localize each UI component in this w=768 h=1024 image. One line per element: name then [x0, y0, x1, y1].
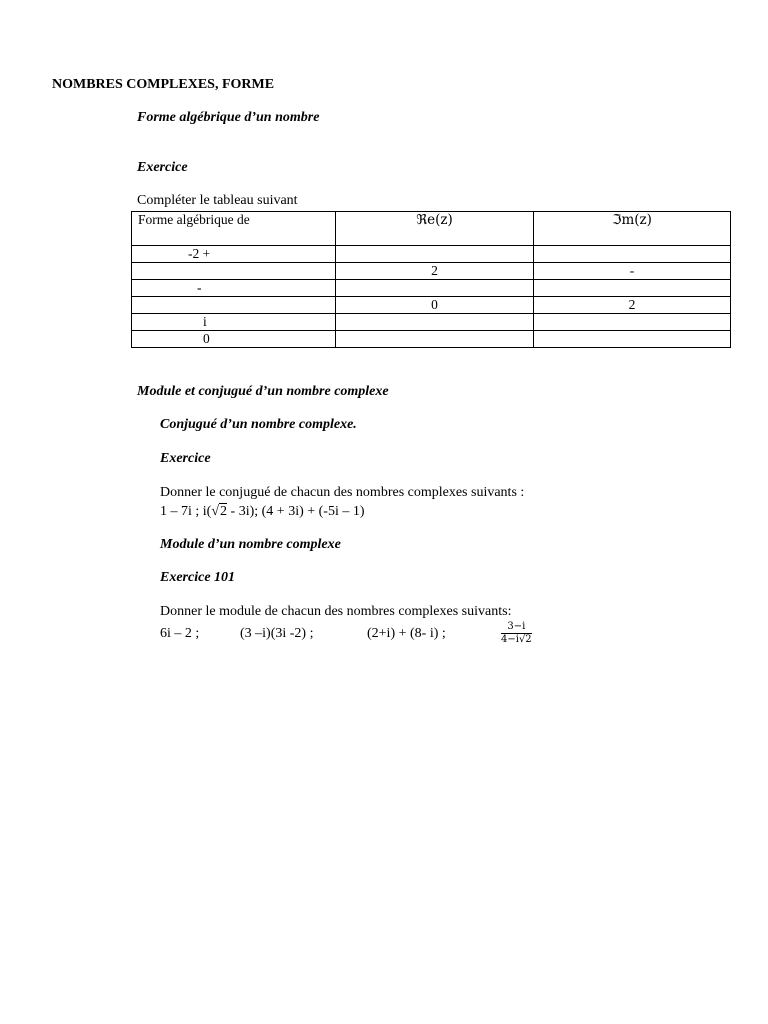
- module-item: (3 –i)(3i -2) ;: [240, 626, 314, 641]
- conjugate-expr-start: 1 – 7i ; i(: [160, 504, 212, 519]
- fraction-numerator: 3−i: [501, 621, 532, 634]
- table-cell: [534, 331, 731, 348]
- section-heading-module-conjugate: Module et conjugué d’un nombre complexe: [137, 384, 389, 399]
- table-cell: [534, 314, 731, 331]
- header-algebraic-form: Forme algébrique de: [132, 212, 336, 246]
- module-instruction: Donner le module de chacun des nombres complexes suivants:: [160, 604, 512, 619]
- table-cell: [336, 246, 534, 263]
- subheading-conjugate: Conjugué d’un nombre complexe.: [160, 417, 357, 432]
- exercise-label: Exercice: [160, 451, 211, 466]
- table-cell: 0: [132, 331, 336, 348]
- table-cell: [336, 331, 534, 348]
- table-cell: [132, 297, 336, 314]
- section-heading-algebraic-form: Forme algébrique d’un nombre: [137, 110, 320, 125]
- table-cell: [534, 246, 731, 263]
- header-imaginary-part: ℑm(z): [534, 212, 731, 246]
- table-cell: 2: [336, 263, 534, 280]
- table-row: [132, 246, 731, 263]
- conjugate-instruction: Donner le conjugué de chacun des nombres complexes suivants :: [160, 485, 525, 500]
- table-cell: -2 +: [132, 246, 336, 263]
- table-cell: -: [534, 263, 731, 280]
- table-cell: [132, 263, 336, 280]
- table-cell: -: [132, 280, 336, 297]
- table-cell: [534, 280, 731, 297]
- table-cell: [336, 314, 534, 331]
- table-instruction: Compléter le tableau suivant: [137, 193, 298, 208]
- sqrt-icon: √: [211, 504, 220, 519]
- table-cell: 2: [534, 297, 731, 314]
- module-item: (2+i) + (8- i) ;: [367, 626, 446, 641]
- table-cell: [336, 280, 534, 297]
- table-row: [132, 314, 731, 331]
- header-real-part: ℜe(z): [336, 212, 534, 246]
- table-row: [132, 297, 731, 314]
- page-title: NOMBRES COMPLEXES, FORME: [52, 77, 275, 92]
- module-item: 6i – 2 ;: [160, 626, 200, 641]
- fraction-denominator: 4−i√2: [501, 634, 532, 645]
- conjugate-expr-end: - 3i); (4 + 3i) + (-5i – 1): [227, 504, 365, 519]
- table-cell: 0: [336, 297, 534, 314]
- table-cell: i: [132, 314, 336, 331]
- conjugate-expressions: [160, 504, 365, 520]
- subheading-module: Module d’un nombre complexe: [160, 537, 341, 552]
- table-row: [132, 331, 731, 348]
- exercise-101-label: Exercice 101: [160, 570, 236, 585]
- table-row: [132, 263, 731, 280]
- module-fraction: [501, 621, 532, 646]
- table-header-row: [132, 212, 731, 246]
- sqrt-radicand: 2: [220, 504, 228, 519]
- exercise-label: Exercice: [137, 160, 188, 175]
- table-row: [132, 280, 731, 297]
- algebraic-form-table: [131, 211, 731, 348]
